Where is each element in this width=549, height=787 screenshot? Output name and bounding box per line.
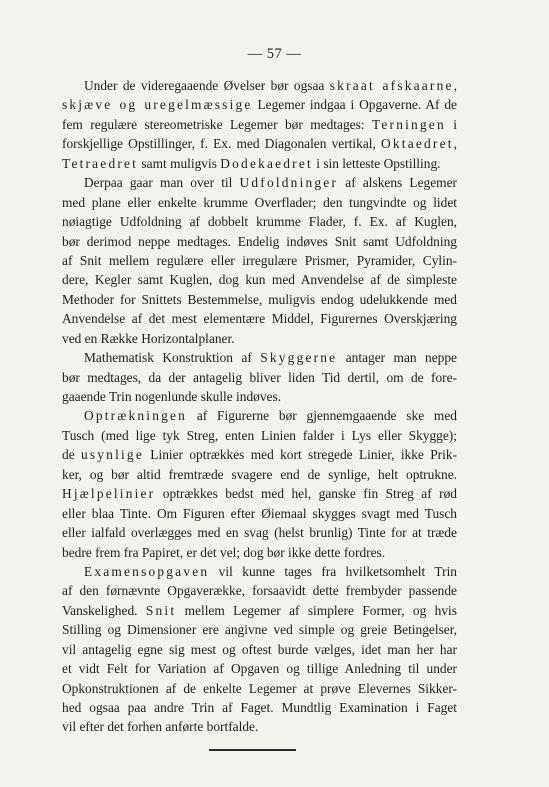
- text-line: [62, 484, 457, 503]
- text-line: [62, 154, 457, 173]
- line-segment: eller ialfald overlægges med en svag (helst brunlig) Tinte for at træde: [62, 525, 457, 541]
- spaced-term: Dodekaedret: [220, 155, 313, 171]
- text-line: [62, 193, 457, 212]
- text-line: [62, 212, 457, 231]
- body-text: [62, 76, 457, 737]
- line-segment: i: [445, 116, 457, 132]
- text-line: [62, 232, 457, 251]
- line-segment: Vanskelighed.: [62, 602, 146, 618]
- line-segment: Opkonstruktionen af de enkelte Legemer at prøve Elevernes Sikker-: [62, 680, 457, 696]
- line-segment: vil antagelig egne sig mest og oftest burde vælges, idet man her har: [62, 641, 457, 657]
- line-segment: antager man neppe: [337, 350, 457, 366]
- spaced-term: Udfoldninger: [239, 175, 339, 191]
- text-line: [62, 406, 457, 425]
- spaced-term: Oktaedret: [381, 136, 454, 152]
- line-segment: mellem Legemer af simplere Former, og hvis: [176, 602, 457, 618]
- spaced-term: Optrækningen: [84, 408, 188, 424]
- line-segment: med plane eller enkelte krumme Overflader; den tungvindte og lidet: [62, 194, 457, 210]
- line-segment: nøiagtige Udfoldning af dobbelt krumme Flader, f. Ex. af Kuglen,: [62, 214, 457, 230]
- spaced-term: skraat afskaarne: [329, 78, 454, 93]
- text-line: [62, 95, 457, 114]
- text-line: [62, 581, 457, 600]
- line-segment: i sin letteste Opstilling.: [312, 155, 441, 171]
- spaced-term: Examensopgaven: [84, 563, 210, 579]
- line-segment: bør derimod neppe medtages. Endelig indøves Snit samt Udfoldning: [62, 233, 457, 249]
- text-line: [62, 348, 457, 367]
- line-segment: bedre frem fra Papiret, er det vel; dog bør ikke dette fordres.: [62, 544, 386, 560]
- text-line: [62, 76, 457, 95]
- spaced-term: Skyggerne: [260, 350, 338, 366]
- text-line: [62, 717, 457, 736]
- line-segment: af Figurerne bør gjennemgaaende ske med: [187, 408, 457, 424]
- text-line: [62, 173, 457, 192]
- line-segment: ,: [453, 78, 457, 93]
- text-line: [62, 115, 457, 134]
- text-line: [62, 134, 457, 153]
- text-line: [62, 290, 457, 309]
- line-segment: vil kunne tages fra hvilketsomhelt Trin: [209, 563, 457, 579]
- text-line: [62, 465, 457, 484]
- text-line: [62, 251, 457, 270]
- line-segment: Stilling og Dimensioner ere angivne ved simple og greie Betingelser,: [62, 622, 457, 638]
- spaced-term: skjæve og uregelmæssige: [62, 97, 253, 113]
- line-segment: af Snit mellem regulære eller irregulære Prismer, Pyramider, Cylin-: [62, 252, 457, 268]
- text-line: [62, 698, 457, 717]
- spaced-term: Terningen: [371, 116, 446, 132]
- spaced-term: Tetraedret: [62, 155, 139, 171]
- text-line: [62, 368, 457, 387]
- text-line: [62, 640, 457, 659]
- line-segment: ,: [453, 136, 457, 152]
- text-line: [62, 504, 457, 523]
- page-number: — 57 —: [247, 46, 302, 62]
- spaced-term: Hjælpelinier: [62, 486, 156, 502]
- line-segment: hed ogsaa paa andre Trin af Faget. Mundtlig Examination i Faget: [62, 700, 457, 715]
- line-segment: gaaende Trin nogenlunde skulle indøves.: [62, 389, 282, 404]
- text-line: [62, 426, 457, 445]
- text-line: [62, 679, 457, 698]
- line-segment: optrækkes bedst med hel, ganske fin Streg af rød: [155, 486, 457, 502]
- text-line: [62, 543, 457, 562]
- line-segment: eller blaa Tinte. Om Figuren efter Øiemaal skygges svagt med Tusch: [62, 505, 457, 521]
- text-line: [62, 309, 457, 328]
- text-line: [62, 270, 457, 289]
- spaced-term: usynlige: [80, 447, 144, 463]
- line-segment: Linier optrækkes med kort stregede Linier, ikke Prik-: [143, 447, 457, 463]
- line-segment: forskjellige Opstillinger, f. Ex. med Diagonalen vertikal,: [62, 136, 382, 152]
- text-line: [62, 387, 457, 406]
- line-segment: ved en Række Horizontalplaner.: [62, 330, 235, 346]
- text-line: [62, 601, 457, 620]
- line-segment: samt muligvis: [138, 155, 221, 171]
- text-line: [62, 620, 457, 639]
- line-segment: et vidt Felt for Variation af Opgaven og tillige Anledning til under: [62, 661, 457, 677]
- line-segment: Under de videregaaende Øvelser bør ogsaa: [84, 78, 330, 93]
- line-segment: vil efter det forhen anførte bortfalde.: [62, 719, 259, 735]
- line-segment: Tusch (med lige tyk Streg, enten Linien falder i Lys eller Skygge);: [62, 427, 457, 443]
- text-line: [62, 445, 457, 464]
- line-segment: ker, og bør altid fremtræde svagere end de synlige, helt optrukne.: [62, 466, 457, 482]
- line-segment: de: [62, 447, 81, 463]
- spaced-term: Snit: [145, 602, 177, 618]
- line-segment: Mathematisk Konstruktion af: [84, 350, 261, 366]
- text-line: [62, 562, 457, 581]
- line-segment: Legemer indgaa i Opgaverne. Af de: [252, 97, 458, 113]
- line-segment: Anvendelse af det mest elementære Middel, Figurernes Overskjæring: [62, 311, 457, 327]
- line-segment: fem regulære stereometriske Legemer bør medtages:: [62, 116, 372, 132]
- line-segment: dere, Kegler samt Kuglen, dog kun med Anvendelse af de simpleste: [62, 272, 457, 288]
- text-line: [62, 659, 457, 678]
- end-rule: [209, 749, 296, 751]
- line-segment: Methoder for Snittets Bestemmelse, muligvis endog udelukkende med: [62, 291, 457, 307]
- text-line: [62, 523, 457, 542]
- line-segment: af alskens Legemer: [338, 175, 457, 191]
- text-line: [62, 329, 457, 348]
- line-segment: Derpaa gaar man over til: [84, 175, 240, 191]
- line-segment: bør medtages, da der antagelig bliver liden Tid dertil, om de fore-: [62, 369, 457, 385]
- line-segment: af den førnævnte Opgaverække, forsaavidt dette frembyder passende: [62, 583, 457, 599]
